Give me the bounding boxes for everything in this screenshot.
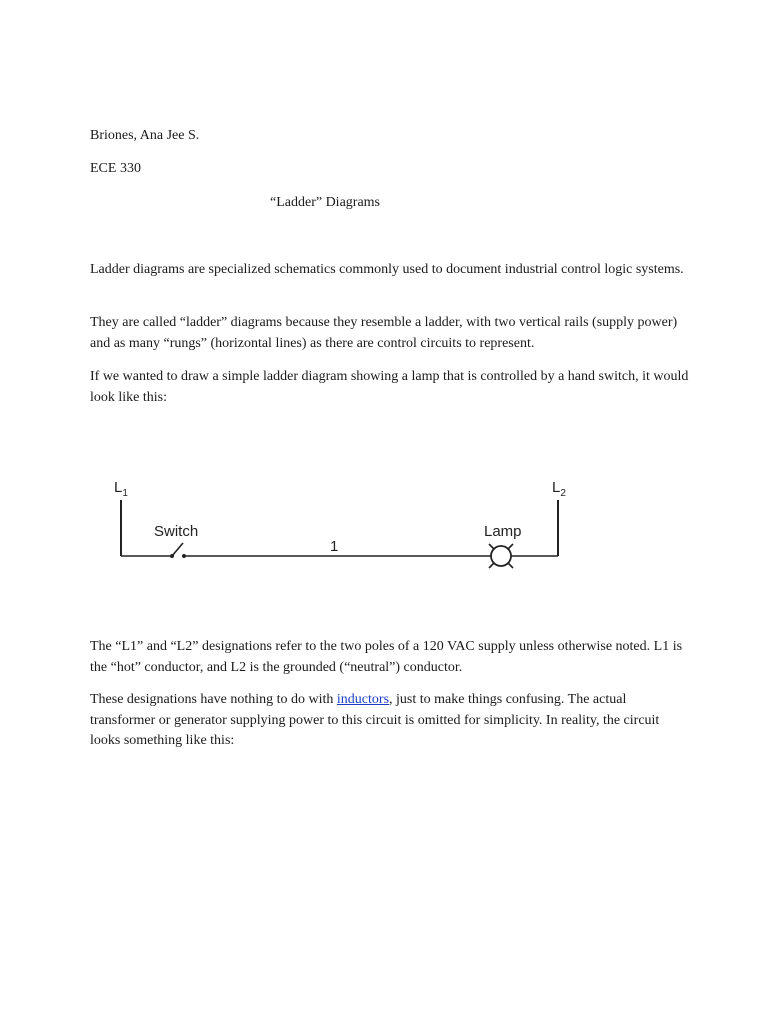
ladder-diagram [100, 470, 590, 580]
lamp-label: Lamp [484, 523, 522, 540]
switch-label: Switch [154, 523, 199, 540]
paragraph-lamp-example: If we wanted to draw a simple ladder diagram showing a lamp that is controlled by a hand switch, it would look like this: [90, 369, 689, 405]
rung-number: 1 [330, 538, 339, 555]
paragraph-intro: Ladder diagrams are specialized schematics commonly used to document industrial control logic systems. [90, 262, 684, 277]
right-rail-label: $L_2$ [552, 479, 566, 499]
switch-contact-right [182, 554, 186, 558]
paragraph-designations: The “L1” and “L2” designations refer to the two poles of a 120 VAC supply unless otherwise noted. L1 is the “hot” conductor, and L2 is the grounded (“neutral”) conductor. [90, 639, 683, 675]
paragraph-ladder-name: They are called “ladder” diagrams because they resemble a ladder, with two vertical rails (supply power) and as many “rungs” (horizontal lines) as there are control circuits to represent. [90, 315, 678, 351]
paragraph-transformer [90, 690, 690, 752]
paragraph-text-start: These designations have nothing to do with [90, 692, 337, 707]
paragraph-text-end: , just to make things confusing. The actual transformer or generator supplying power to this circuit is omitted for simplicity. In reality, the circuit looks something like this: [90, 692, 660, 748]
left-rail-label: $L_1$ [114, 479, 128, 499]
lamp-symbol [489, 544, 513, 568]
inductors-link[interactable]: inductors [336, 692, 390, 707]
document-title: “Ladder” Diagrams [270, 195, 380, 210]
switch-blade [172, 543, 183, 556]
author-name: Briones, Ana Jee S. [90, 128, 200, 143]
course-code: ECE 330 [90, 161, 141, 176]
